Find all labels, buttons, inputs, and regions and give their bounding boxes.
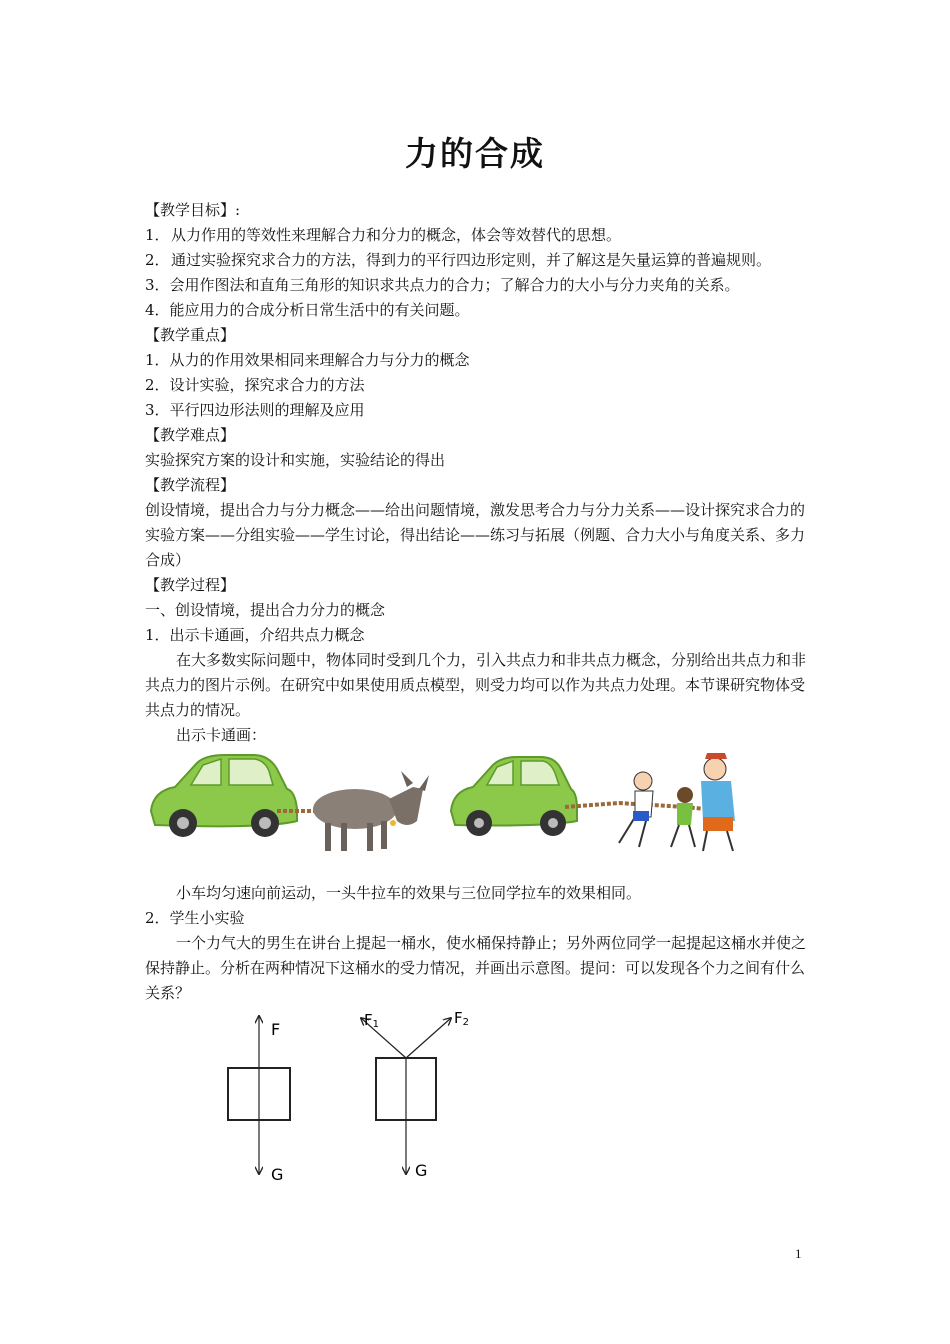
process-heading: 【教学过程】: [145, 576, 236, 594]
difficulty-heading: 【教学难点】: [145, 426, 236, 444]
focus-item: 3．平行四边形法则的理解及应用: [145, 401, 365, 419]
step-item: 2．学生小实验: [145, 909, 245, 927]
objective-item: 4．能应用力的合成分析日常生活中的有关问题。: [145, 301, 470, 319]
paragraph: 一个力气大的男生在讲台上提起一桶水，使水桶保持静止；另外两位同学一起提起这桶水并使之保持静止。分析在两种情况下这桶水的受力情况，并画出示意图。提问：可以发现各个力之间有什么关系？: [145, 934, 807, 1002]
car-left-icon: [151, 755, 297, 837]
objectives-heading: 【教学目标】:: [145, 201, 241, 219]
children-icon: [619, 753, 735, 851]
label-F1: F1: [364, 1011, 380, 1030]
label-G-left: G: [271, 1165, 284, 1184]
step-item: 1．出示卡通画，介绍共点力概念: [145, 626, 365, 644]
flow-text: 创设情境，提出合力与分力概念——给出问题情境，激发思考合力与分力关系——设计探究求合力的实验方案——分组实验——学生讨论，得出结论——练习与拓展（例题、合力大小与角度关系、多力合成）: [145, 501, 806, 569]
flow-heading: 【教学流程】: [145, 476, 236, 494]
cartoon-svg: [145, 751, 745, 876]
label-F2: F2: [454, 1009, 470, 1028]
label-F: F: [271, 1020, 281, 1039]
diagram-single-force: [228, 1016, 290, 1184]
cartoon-illustration: [145, 751, 810, 876]
focus-heading: 【教学重点】: [145, 326, 236, 344]
focus-item: 1．从力的作用效果相同来理解合力与分力的概念: [145, 351, 470, 369]
label-G-right: G: [415, 1161, 428, 1180]
force-diagram-svg: [205, 1006, 505, 1188]
objective-item: 3．会用作图法和直角三角形的知识求共点力的合力；了解合力的大小与分力夹角的关系。: [145, 276, 740, 294]
force-diagram: [145, 1006, 810, 1188]
page-number: 1: [795, 1246, 802, 1261]
objective-item: 2．通过实验探究求合力的方法，得到力的平行四边形定则，并了解这是矢量运算的普遍规则。: [145, 251, 772, 269]
animal-icon: [313, 771, 429, 851]
caption: 小车均匀速向前运动，一头牛拉车的效果与三位同学拉车的效果相同。: [176, 884, 642, 902]
force-arrow-f2: [406, 1018, 451, 1058]
objective-item: 1．从力作用的等效性来理解合力和分力的概念，体会等效替代的思想。: [145, 226, 622, 244]
car-right-icon: [451, 757, 577, 836]
difficulty-text: 实验探究方案的设计和实施，实验结论的得出: [145, 451, 446, 469]
paragraph: 出示卡通画：: [176, 726, 267, 744]
doc-body: [145, 198, 810, 1188]
focus-item: 2．设计实验，探究求合力的方法: [145, 376, 365, 394]
doc-title: 力的合成: [405, 134, 545, 173]
diagram-two-forces: [361, 1009, 469, 1180]
section-heading: 一、创设情境，提出合力分力的概念: [145, 601, 386, 619]
paragraph: 在大多数实际问题中，物体同时受到几个力，引入共点力和非共点力概念，分别给出共点力和非共点力的图片示例。在研究中如果使用质点模型，则受力均可以作为共点力处理。本节课研究物体受共点力的情况。: [145, 651, 807, 719]
